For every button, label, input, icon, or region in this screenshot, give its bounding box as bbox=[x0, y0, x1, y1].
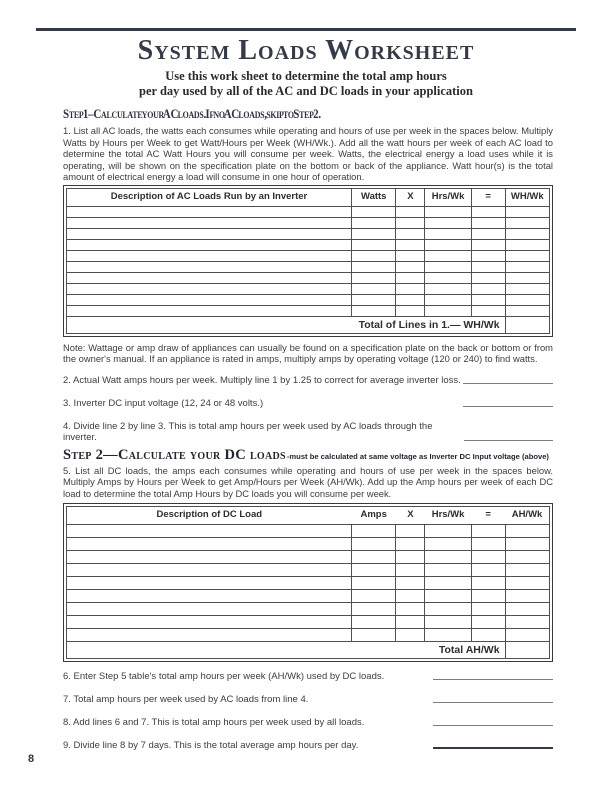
ac-header-equals: = bbox=[471, 189, 505, 206]
empty-cell[interactable] bbox=[352, 228, 396, 239]
table-row bbox=[67, 261, 550, 272]
empty-cell[interactable] bbox=[67, 294, 352, 305]
empty-cell[interactable] bbox=[471, 239, 505, 250]
empty-cell[interactable] bbox=[425, 550, 471, 563]
empty-cell[interactable] bbox=[396, 550, 425, 563]
empty-cell[interactable] bbox=[396, 576, 425, 589]
empty-cell[interactable] bbox=[396, 261, 425, 272]
empty-cell[interactable] bbox=[425, 537, 471, 550]
subtitle-line-1: Use this work sheet to determine the total amp hours bbox=[165, 69, 447, 84]
table-row bbox=[67, 589, 550, 602]
line-8-text: 8. Add lines 6 and 7. This is total amp hours per week used by all loads. bbox=[63, 716, 365, 728]
empty-cell[interactable] bbox=[352, 250, 396, 261]
table-row bbox=[67, 615, 550, 628]
step2-heading-suffix: -must be calculated at same voltage as Inverter DC Input voltage (above) bbox=[286, 451, 549, 461]
page-number: 8 bbox=[28, 753, 35, 765]
empty-cell[interactable] bbox=[352, 615, 396, 628]
empty-cell[interactable] bbox=[396, 537, 425, 550]
empty-cell[interactable] bbox=[425, 602, 471, 615]
empty-cell[interactable] bbox=[505, 602, 549, 615]
empty-cell[interactable] bbox=[505, 283, 549, 294]
line-6-text: 6. Enter Step 5 table's total amp hours per week (AH/Wk) used by DC loads. bbox=[63, 670, 385, 682]
empty-cell[interactable] bbox=[505, 272, 549, 283]
empty-cell[interactable] bbox=[425, 615, 471, 628]
empty-cell[interactable] bbox=[396, 250, 425, 261]
empty-cell[interactable] bbox=[352, 217, 396, 228]
step2-paragraph: 5. List all DC loads, the amps each consumes while operating and hours of use per week in the spaces below. Multiply Amps by Hours per Week to get Amp/Hours per Week (AH/Wk). Add up the Amp hours per week of each DC load to determine the total Amp Hours by DC loads you will consume per week. bbox=[63, 464, 553, 499]
dc-loads-table bbox=[63, 503, 553, 661]
empty-cell[interactable] bbox=[352, 206, 396, 217]
empty-cell[interactable] bbox=[67, 550, 352, 563]
step2-heading: Step 2—Calculate your DC loads bbox=[63, 446, 286, 463]
empty-cell[interactable] bbox=[352, 239, 396, 250]
empty-cell[interactable] bbox=[396, 615, 425, 628]
empty-cell[interactable] bbox=[67, 305, 352, 316]
empty-cell[interactable] bbox=[425, 272, 471, 283]
empty-cell[interactable] bbox=[425, 576, 471, 589]
empty-cell[interactable] bbox=[471, 550, 505, 563]
empty-cell[interactable] bbox=[505, 589, 549, 602]
empty-cell[interactable] bbox=[471, 283, 505, 294]
dc-header-amps: Amps bbox=[352, 507, 396, 524]
line-3-text: 3. Inverter DC input voltage (12, 24 or 48 volts.) bbox=[63, 397, 264, 409]
line-item-3 bbox=[63, 398, 553, 409]
top-rule bbox=[36, 28, 576, 31]
line-2-text: 2. Actual Watt amps hours per week. Multiply line 1 by 1.25 to correct for average inverter loss. bbox=[63, 374, 461, 386]
empty-cell[interactable] bbox=[425, 589, 471, 602]
table-row bbox=[67, 206, 550, 217]
empty-cell[interactable] bbox=[352, 563, 396, 576]
empty-cell[interactable] bbox=[505, 576, 549, 589]
line-7-text: 7. Total amp hours per week used by AC loads from line 4. bbox=[63, 693, 309, 705]
ac-header-x: X bbox=[396, 189, 425, 206]
line-7-blank[interactable] bbox=[433, 702, 553, 703]
table-row bbox=[67, 524, 550, 537]
line-item-6 bbox=[63, 671, 553, 682]
empty-cell[interactable] bbox=[67, 239, 352, 250]
empty-cell[interactable] bbox=[425, 239, 471, 250]
empty-cell[interactable] bbox=[67, 228, 352, 239]
empty-cell[interactable] bbox=[505, 537, 549, 550]
step1-paragraph: 1. List all AC loads, the watts each consumes while operating and hours of use per week in the spaces below. Multiply Watts by Hours per Week to get Watt/Hours per Week (WH/Wk.). Add all the watt hours per week of each AC load to determine the total AC Watt Hours you will consume per week. Watts, the electrical energy a load uses while it is operating, will be shown on the specification plate on the bottom or back of the appliance. Watt hour(s) is the total amount of electrical energy a load will consume in one hour of operation. bbox=[63, 125, 553, 183]
empty-cell[interactable] bbox=[425, 294, 471, 305]
empty-cell[interactable] bbox=[425, 305, 471, 316]
empty-cell[interactable] bbox=[471, 628, 505, 641]
line-item-7 bbox=[63, 694, 553, 705]
empty-cell[interactable] bbox=[352, 294, 396, 305]
table-row bbox=[67, 228, 550, 239]
empty-cell[interactable] bbox=[396, 206, 425, 217]
line-8-blank[interactable] bbox=[433, 725, 553, 726]
empty-cell[interactable] bbox=[505, 250, 549, 261]
empty-cell[interactable] bbox=[471, 217, 505, 228]
empty-cell[interactable] bbox=[352, 537, 396, 550]
empty-cell[interactable] bbox=[67, 272, 352, 283]
line-6-blank[interactable] bbox=[433, 679, 553, 680]
page-subtitle bbox=[0, 69, 612, 98]
empty-cell[interactable] bbox=[67, 261, 352, 272]
empty-cell[interactable] bbox=[352, 272, 396, 283]
step2-heading-row bbox=[63, 447, 553, 464]
empty-cell[interactable] bbox=[67, 524, 352, 537]
table-row bbox=[67, 537, 550, 550]
empty-cell[interactable] bbox=[505, 228, 549, 239]
empty-cell[interactable] bbox=[352, 305, 396, 316]
empty-cell[interactable] bbox=[352, 550, 396, 563]
empty-cell[interactable] bbox=[505, 628, 549, 641]
empty-cell[interactable] bbox=[505, 305, 549, 316]
empty-cell[interactable] bbox=[471, 537, 505, 550]
empty-cell[interactable] bbox=[471, 294, 505, 305]
empty-cell[interactable] bbox=[425, 563, 471, 576]
ac-total-value-cell[interactable] bbox=[505, 316, 549, 333]
empty-cell[interactable] bbox=[67, 563, 352, 576]
dc-header-ahwk: AH/Wk bbox=[505, 507, 549, 524]
empty-cell[interactable] bbox=[505, 524, 549, 537]
empty-cell[interactable] bbox=[471, 272, 505, 283]
empty-cell[interactable] bbox=[396, 217, 425, 228]
empty-cell[interactable] bbox=[67, 283, 352, 294]
line-9-blank[interactable] bbox=[433, 747, 553, 749]
table-row bbox=[67, 217, 550, 228]
empty-cell[interactable] bbox=[471, 576, 505, 589]
empty-cell[interactable] bbox=[471, 206, 505, 217]
empty-cell[interactable] bbox=[425, 217, 471, 228]
dc-header-x: X bbox=[396, 507, 425, 524]
table-row bbox=[67, 563, 550, 576]
empty-cell[interactable] bbox=[471, 602, 505, 615]
table-row bbox=[67, 294, 550, 305]
subtitle-line-2: per day used by all of the AC and DC loads in your application bbox=[139, 83, 473, 98]
dc-total-label: Total AH/Wk bbox=[67, 641, 506, 658]
empty-cell[interactable] bbox=[352, 602, 396, 615]
table-row bbox=[67, 576, 550, 589]
empty-cell[interactable] bbox=[352, 524, 396, 537]
empty-cell[interactable] bbox=[67, 537, 352, 550]
empty-cell[interactable] bbox=[352, 628, 396, 641]
empty-cell[interactable] bbox=[471, 615, 505, 628]
empty-cell[interactable] bbox=[396, 228, 425, 239]
empty-cell[interactable] bbox=[471, 305, 505, 316]
ac-header-description: Description of AC Loads Run by an Inverter bbox=[67, 189, 352, 206]
empty-cell[interactable] bbox=[505, 550, 549, 563]
empty-cell[interactable] bbox=[471, 228, 505, 239]
empty-cell[interactable] bbox=[505, 239, 549, 250]
empty-cell[interactable] bbox=[67, 576, 352, 589]
empty-cell[interactable] bbox=[471, 563, 505, 576]
empty-cell[interactable] bbox=[352, 261, 396, 272]
empty-cell[interactable] bbox=[67, 217, 352, 228]
ac-total-row bbox=[67, 316, 550, 333]
empty-cell[interactable] bbox=[425, 524, 471, 537]
empty-cell[interactable] bbox=[396, 283, 425, 294]
table-row bbox=[67, 272, 550, 283]
empty-cell[interactable] bbox=[505, 563, 549, 576]
empty-cell[interactable] bbox=[505, 206, 549, 217]
empty-cell[interactable] bbox=[396, 602, 425, 615]
empty-cell[interactable] bbox=[425, 228, 471, 239]
table-row bbox=[67, 628, 550, 641]
step1-heading: Step 1–Calculate your AC loads. If no AC loads, skip to Step 2. bbox=[63, 107, 321, 122]
empty-cell[interactable] bbox=[67, 250, 352, 261]
table-row bbox=[67, 305, 550, 316]
empty-cell[interactable] bbox=[396, 305, 425, 316]
empty-cell[interactable] bbox=[425, 628, 471, 641]
empty-cell[interactable] bbox=[505, 294, 549, 305]
empty-cell[interactable] bbox=[396, 628, 425, 641]
empty-cell[interactable] bbox=[396, 239, 425, 250]
empty-cell[interactable] bbox=[425, 250, 471, 261]
line-4-blank[interactable] bbox=[464, 440, 553, 441]
line-item-8 bbox=[63, 717, 553, 728]
empty-cell[interactable] bbox=[471, 524, 505, 537]
empty-cell[interactable] bbox=[67, 628, 352, 641]
dc-header-equals: = bbox=[471, 507, 505, 524]
empty-cell[interactable] bbox=[352, 589, 396, 602]
table-row bbox=[67, 550, 550, 563]
empty-cell[interactable] bbox=[352, 576, 396, 589]
dc-table-header-row bbox=[67, 507, 550, 524]
empty-cell[interactable] bbox=[471, 589, 505, 602]
empty-cell[interactable] bbox=[425, 206, 471, 217]
dc-total-row bbox=[67, 641, 550, 658]
line-9-text: 9. Divide line 8 by 7 days. This is the total average amp hours per day. bbox=[63, 739, 359, 751]
table-row bbox=[67, 239, 550, 250]
empty-cell[interactable] bbox=[67, 615, 352, 628]
line-3-blank[interactable] bbox=[463, 406, 553, 407]
table-row bbox=[67, 602, 550, 615]
empty-cell[interactable] bbox=[396, 563, 425, 576]
empty-cell[interactable] bbox=[505, 615, 549, 628]
dc-header-hrswk: Hrs/Wk bbox=[425, 507, 471, 524]
empty-cell[interactable] bbox=[425, 261, 471, 272]
empty-cell[interactable] bbox=[505, 261, 549, 272]
dc-header-description: Description of DC Load bbox=[67, 507, 352, 524]
line-2-blank[interactable] bbox=[463, 383, 553, 384]
line-item-9 bbox=[63, 740, 553, 751]
note-paragraph: Note: Wattage or amp draw of appliances can usually be found on a specification plate on the back or bottom or from the owner's manual. If an appliance is rated in amps, multiply amps by operating voltage (120 or 240) to find watts. bbox=[63, 341, 553, 365]
line-item-4 bbox=[63, 421, 553, 443]
empty-cell[interactable] bbox=[67, 589, 352, 602]
empty-cell[interactable] bbox=[396, 294, 425, 305]
ac-header-whwk: WH/Wk bbox=[505, 189, 549, 206]
empty-cell[interactable] bbox=[352, 283, 396, 294]
empty-cell[interactable] bbox=[505, 217, 549, 228]
ac-header-watts: Watts bbox=[352, 189, 396, 206]
dc-total-value-cell[interactable] bbox=[505, 641, 549, 658]
empty-cell[interactable] bbox=[471, 250, 505, 261]
ac-header-hrswk: Hrs/Wk bbox=[425, 189, 471, 206]
empty-cell[interactable] bbox=[471, 261, 505, 272]
ac-total-label: Total of Lines in 1.— WH/Wk bbox=[67, 316, 506, 333]
empty-cell[interactable] bbox=[67, 602, 352, 615]
page-title: System Loads Worksheet bbox=[137, 35, 475, 66]
empty-cell[interactable] bbox=[396, 272, 425, 283]
empty-cell[interactable] bbox=[396, 524, 425, 537]
line-item-2 bbox=[63, 375, 553, 386]
line-4-text: 4. Divide line 2 by line 3. This is total amp hours per week used by AC loads through the inverter. bbox=[63, 420, 433, 443]
empty-cell[interactable] bbox=[396, 589, 425, 602]
ac-table-header-row bbox=[67, 189, 550, 206]
empty-cell[interactable] bbox=[425, 283, 471, 294]
table-row bbox=[67, 250, 550, 261]
empty-cell[interactable] bbox=[67, 206, 352, 217]
table-row bbox=[67, 283, 550, 294]
ac-loads-table bbox=[63, 185, 553, 336]
